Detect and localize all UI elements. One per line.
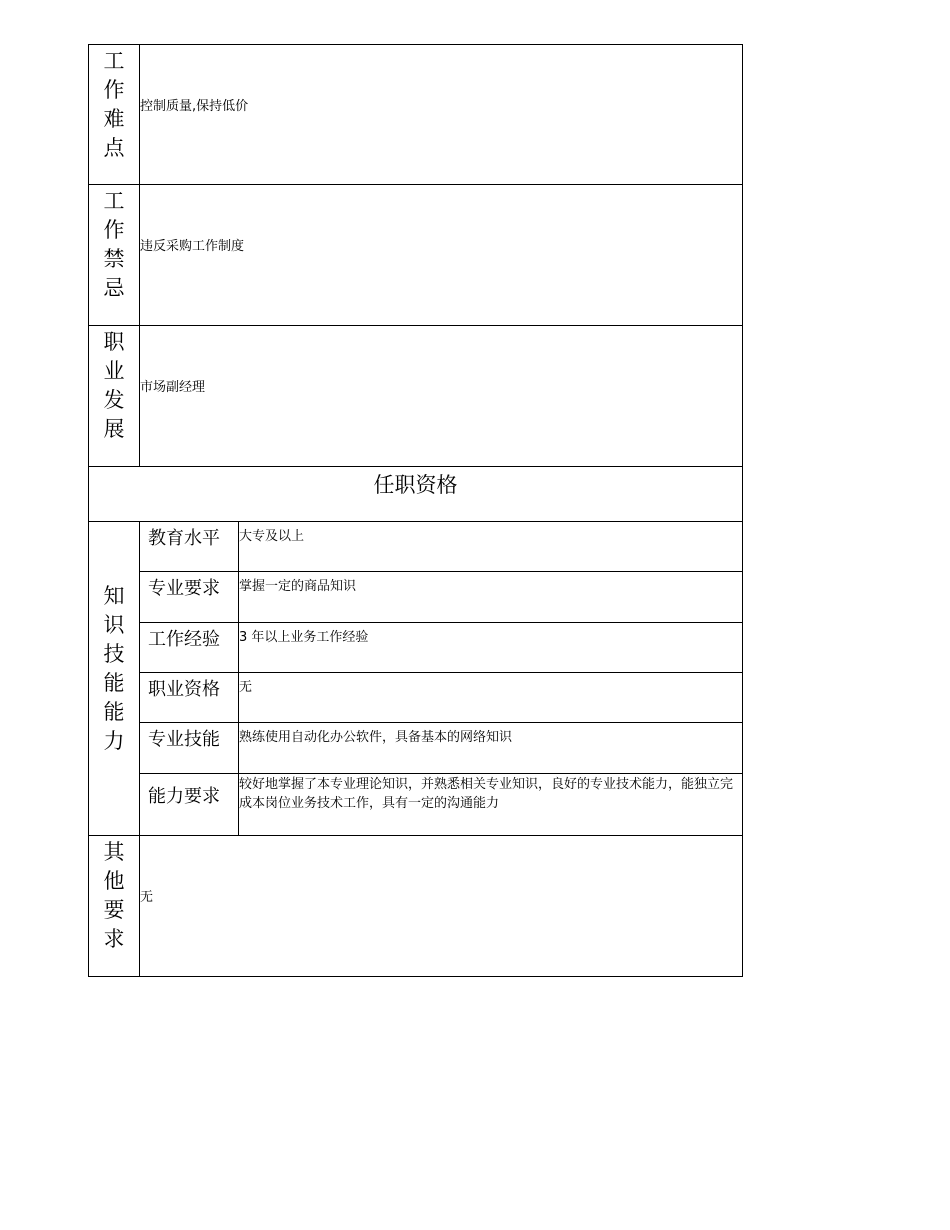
education-label: 教育水平 (140, 522, 239, 571)
work-difficulty-value: 控制质量,保持低价 (140, 99, 249, 114)
row-qualification-title (88, 467, 743, 522)
row-career-development (88, 326, 743, 467)
row-work-difficulty (88, 44, 743, 185)
career-development-label: 职 业 发 展 (89, 326, 140, 466)
ability-requirement-label: 能力要求 (140, 774, 239, 835)
major-requirement-row (140, 572, 742, 623)
professional-skill-row (140, 723, 742, 774)
professional-qualification-row (140, 673, 742, 723)
other-requirements-label: 其 他 要 求 (89, 836, 140, 976)
education-row (140, 522, 742, 572)
work-difficulty-label: 工 作 难 点 (89, 45, 140, 184)
work-experience-label: 工作经验 (140, 623, 239, 672)
career-development-value: 市场副经理 (140, 380, 206, 395)
major-requirement-label: 专业要求 (140, 572, 239, 622)
work-experience-value: 3 年以上业务工作经验 (239, 630, 369, 645)
job-description-table (88, 44, 743, 977)
professional-skill-value: 熟练使用自动化办公软件，具备基本的网络知识 (239, 730, 513, 745)
work-taboo-label: 工 作 禁 忌 (89, 185, 140, 325)
row-other-requirements (88, 836, 743, 977)
row-knowledge-skills (88, 522, 743, 836)
work-experience-row (140, 623, 742, 673)
professional-qualification-label: 职业资格 (140, 673, 239, 722)
professional-qualification-value: 无 (239, 680, 253, 695)
knowledge-skills-label: 知 识 技 能 能 力 (89, 522, 140, 835)
major-requirement-value: 掌握一定的商品知识 (239, 579, 357, 594)
education-value: 大专及以上 (239, 529, 305, 544)
qualification-title: 任职资格 (373, 473, 458, 497)
work-taboo-value: 违反采购工作制度 (140, 239, 245, 254)
other-requirements-value: 无 (140, 890, 154, 905)
ability-requirement-value: 较好地掌握了本专业理论知识，并熟悉相关专业知识，良好的专业技术能力，能独立完成本岗位业务技术工作，具有一定的沟通能力 (239, 777, 734, 811)
row-work-taboo (88, 185, 743, 326)
professional-skill-label: 专业技能 (140, 723, 239, 773)
ability-requirement-row (140, 774, 742, 835)
